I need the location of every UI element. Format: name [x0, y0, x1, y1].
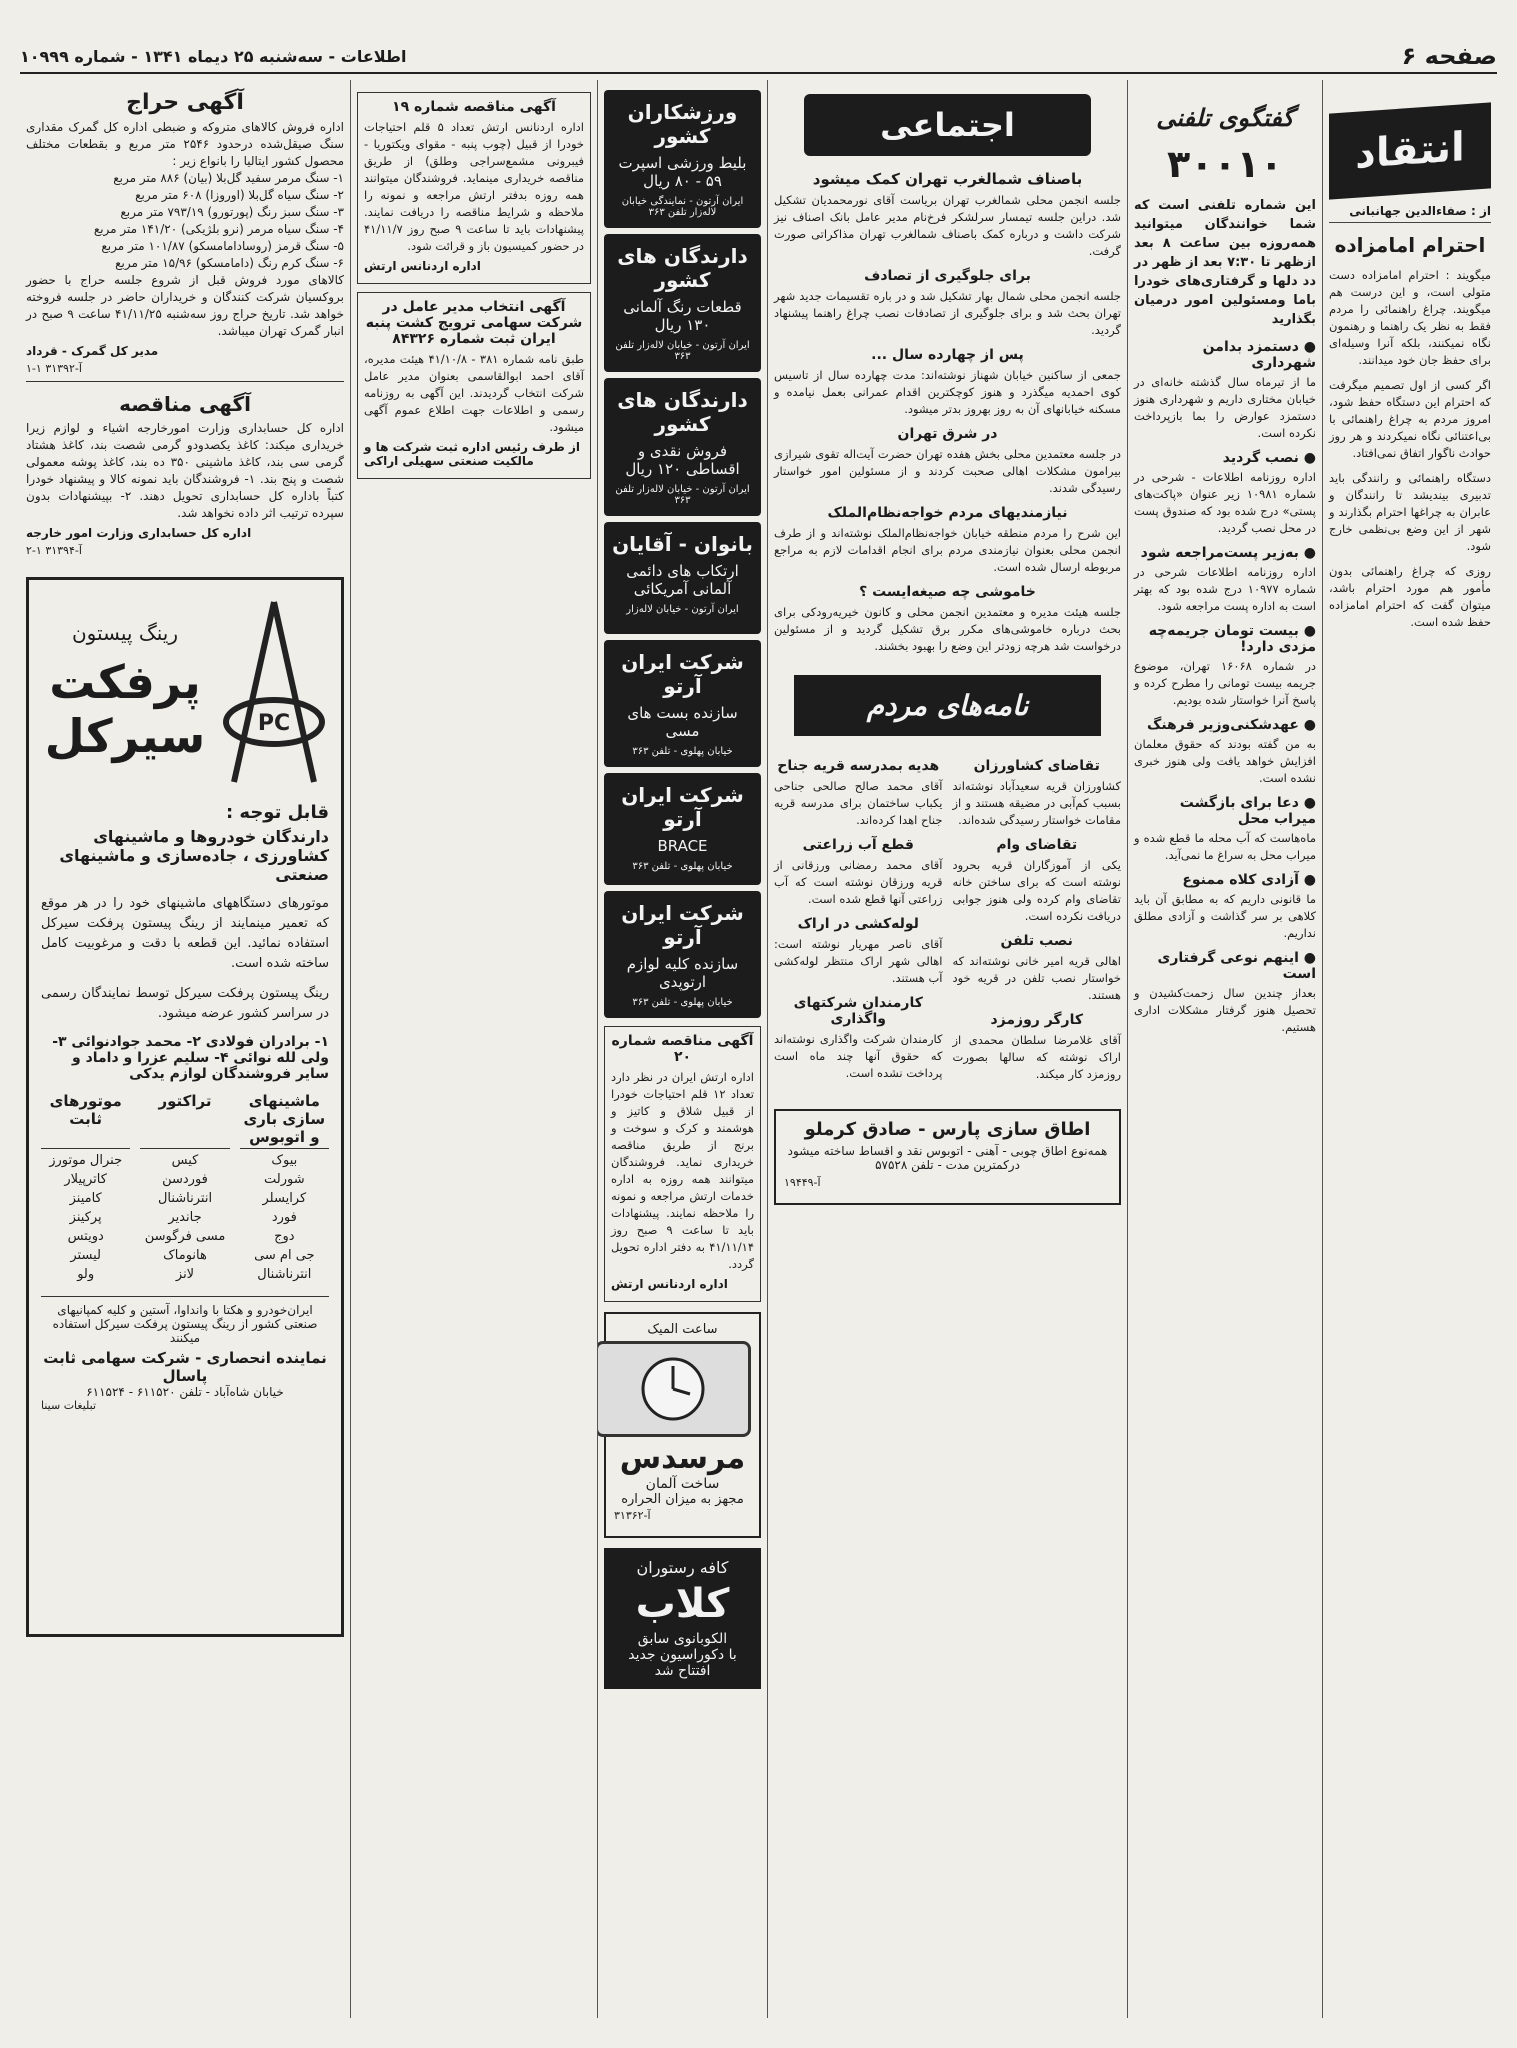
mail-text: کشاورزان قریه سعیدآباد نوشته‌اند بسبب کم‌آبی در مضیقه هستند و از مقامات خواستار رسیدگی شده‌اند. — [952, 779, 1121, 827]
author-line: از : صفاءالدین جهانبانی — [1329, 204, 1491, 223]
pars-title: اطاق سازی پارس - صادق کرملو — [804, 1119, 1091, 1140]
grid-item: شورلت — [264, 1172, 305, 1187]
item-text: اداره روزنامه اطلاعات - شرحی در شماره ۱۰۹۸۱ زیر عنوان «پاکت‌های پستی» درج شده بود که صندوق پست در محل نصب گردید. — [1134, 470, 1316, 535]
orthopedic-ad — [604, 378, 761, 516]
item-head: ● به‌زیر پست‌مراجعه شود — [1134, 545, 1316, 561]
lead-text: جلسه انجمن محلی شمالغرب تهران بریاست آقای نورمحمدیان تشکیل شد. دراین جلسه تیمسار سرلشکر فرخ‌نام مدیر عامل بانک اصناف نیز شرکت داشت و درباره کمک باصناف شمالغرب تهران مذاکراتی صورت گرفت. — [774, 193, 1121, 258]
phone-intro: این شماره تلفنی است که شما خوانندگان میتوانید همه‌روزه بین ساعت ۸ بعد ازظهر تا ۷:۳۰ بعد از ظهر در دد دلها و گرفتاری‌های خودرا باما ومسئولین امور درمیان بگذارید — [1134, 198, 1316, 327]
grid-item: فورد — [271, 1210, 297, 1225]
pars-ad — [774, 1109, 1121, 1205]
tender-19-text: اداره اردنانس ارتش تعداد ۵ قلم احتیاجات خودرا از قبیل (چوب پنبه - مقوای ویکتوریا - فیبرونی مشمع‌سراجی وطلق) از طریق مناقصه خریداری مینماید. فروشندگان میتوانند همه روزه بدفتر ارتش مراجعه و نمونه را ملاحظه و شرایط مناقصه را دریافت نمایند. پیشنهادات باید تا ساعت ۹ صبح روز ۴۱/۱۱/۷ در حضور کمیسیون باز و قرائت شود. — [364, 120, 584, 253]
page-number: صفحه ۶ — [1401, 42, 1497, 70]
item-head: ● آزادی کلاه ممنوع — [1134, 872, 1316, 888]
ad-address: ایران آرتون - خیابان لاله‌زار — [626, 604, 739, 615]
manager-title: آگهی انتخاب مدیر عامل در شرکت سهامی ترویج کشت پنبه ایران ثبت شماره ۸۴۳۲۶ — [365, 299, 583, 347]
mail-head: لوله‌کشی در اراک — [797, 916, 919, 932]
mail-columns — [774, 750, 1121, 1091]
auction-item: ۱- سنگ مرمر سفید گل‌بلا (بیان) ۸۸۶ متر مربع — [113, 171, 344, 185]
ad-paragraph: رینگ پیستون پرفکت سیرکل توسط نمایندگان رسمی در سراسر کشور عرضه میشود. — [41, 986, 329, 1021]
mail-head: کارمندان شرکتهای واگذاری — [793, 995, 923, 1027]
section-head: در شرق تهران — [897, 426, 998, 442]
ad-paragraph: موتورهای دستگاههای ماشینهای خود را در هر موقع که تعمیر مینمایند از رینگ پیستون پرفکت سیرکل استفاده نمائید. این قطعه با دقت و مرغوبیت کامل ساخته شده است. — [41, 896, 329, 971]
column-phone-talk — [1127, 80, 1322, 2018]
clock-brand: مرسدس — [619, 1441, 746, 1476]
critique-paragraph: دستگاه راهنمائی و رانندگی باید تدبیری بیندیشد تا رانندگان و عابران به چراغها احترام بگذارند و شهر از این وضع بی‌نظمی خارج شود. — [1329, 471, 1491, 553]
ad-sub: قطعات رنگ آلمانی ۱۳۰ ریال — [623, 298, 742, 334]
critique-logo: انتقاد — [1329, 102, 1491, 199]
grid-item: لانز — [175, 1267, 195, 1282]
grid-item: بیوک — [271, 1153, 298, 1168]
tender-20-sign: اداره اردنانس ارتش — [611, 1277, 728, 1291]
item-text: به من گفته بودند که حقوق معلمان افزایش خواهد یافت ولی هنوز خبری نشده است. — [1134, 737, 1316, 785]
section-head: پس از چهارده سال ... — [871, 347, 1024, 363]
footer-line3: خیابان شاه‌آباد - تلفن ۶۱۱۵۲۰ - ۶۱۱۵۲۴ — [86, 1385, 284, 1399]
grid-head: موتورهای ثابت — [41, 1092, 130, 1149]
item-head: ● عهدشکنی‌وزیر فرهنگ — [1134, 717, 1316, 733]
grid-item: کامینز — [69, 1191, 102, 1206]
grid-item: جنرال موتورز — [49, 1153, 123, 1168]
cafe-line4: با دکوراسیون جدید افتتاح شد — [628, 1647, 737, 1679]
mail-text: آقای محمد رمضانی ورزقانی از قریه ورزقان نوشته است که آب زراعتی آنها قطع شده است. — [774, 858, 943, 906]
cafe-club-ad — [604, 1548, 761, 1689]
tender-20-title: آگهی مناقصه شماره ۲۰ — [611, 1033, 754, 1065]
mail-head: قطع آب زراعتی — [802, 837, 914, 853]
mercedes-clock-ad — [604, 1312, 761, 1538]
ad-sub: بلیط ورزشی اسپرت ۵۹ - ۸۰ ریال — [618, 154, 747, 190]
mail-text: آقای غلامرضا سلطان محمدی از اراک نوشته که سالها بصورت روزمزد کار میکند. — [952, 1033, 1121, 1081]
orthopedic-ad — [604, 90, 761, 228]
auction-text2: کالاهای مورد فروش قبل از شروع جلسه حراج با حضور بروکسیان شرکت کنندگان و خریداران حاضر در جلسه فروخته خواهد شد. تاریخ حراج روز سه‌شنبه ۴۱/۱۱/۲۵ ساعت ۹ صبح در انبار گمرک تهران میباشد. — [26, 273, 344, 338]
grid-item: پرکینز — [69, 1210, 102, 1225]
item-text: در شماره ۱۶۰۶۸ تهران، موضوع جریمه بیست تومانی را مطرح کرده و پاسخ آنرا خواستار شده بودیم. — [1134, 659, 1316, 707]
clock-extra: مجهز به میزان الحراره — [621, 1492, 744, 1507]
item-head: ● دعا برای بازگشت میراب محل — [1134, 795, 1316, 827]
tender-title: آگهی مناقصه — [119, 392, 251, 416]
svg-text:PC: PC — [257, 711, 291, 736]
critique-paragraph: اگر کسی از اول تصمیم میگرفت که احترام این دستگاه حفظ شود، امروز مردم به چراغ راهنمائی با بی‌اعتنائی نگاه نمیکردند و هر روز حوادث ناگوار اتفاق نمی‌افتاد. — [1329, 378, 1491, 460]
auction-title: آگهی حراج — [126, 90, 244, 115]
column-auction — [20, 80, 350, 2018]
section-text: جلسه هیئت مدیره و معتمدین انجمن محلی و کانون خیریه‌رودکی برای بحث درباره خاموشی‌های مکرر برق تشکیل گردید و از مسئولین درخواست شد هرچه زودتر این وضع را بهبود بخشند. — [774, 605, 1121, 653]
column-social — [767, 80, 1127, 2018]
grid-item: دویتس — [67, 1229, 104, 1244]
pars-code: آ-۱۹۴۴۹ — [784, 1176, 821, 1189]
ad-title: بانوان - آقایان — [612, 532, 753, 556]
ad-title: شرکت ایران آرتو — [621, 901, 744, 949]
footer-line2: نماینده انحصاری - شرکت سهامی ثابت پاسال — [43, 1349, 327, 1385]
ad-title: دارندگان های کشور — [617, 244, 748, 292]
ad-footer — [41, 1296, 329, 1412]
auction-item: ۵- سنگ قرمز (روسادامامسکو) ۱۰۱/۸۷ متر مربع — [101, 239, 344, 253]
lead-headline: باصناف شمالغرب تهران کمک میشود — [812, 170, 1083, 188]
clock-made: ساخت آلمان — [645, 1476, 720, 1492]
ad-sub: ارتکاب های دائمی آلمانی آمریکائی — [626, 562, 739, 598]
pars-text: همه‌نوع اطاق چوبی - آهنی - اتوبوس نقد و اقساط ساخته میشود درکمترین مدت - تلفن ۵۷۵۲۸ — [787, 1144, 1108, 1172]
item-text: ما قانونی داریم که به مطابق آن باید کلاهی بر سر گذاشت و آزادی مطلق نداریم. — [1134, 892, 1316, 940]
tender-19-title: آگهی مناقصه شماره ۱۹ — [392, 99, 556, 115]
manager-text: طبق نامه شماره ۳۸۱ - ۴۱/۱۰/۸ هیئت مدیره، آقای احمد ابوالقاسمی بعنوان مدیر عامل شرکت انتخاب گردیدند. این آگهی به روزنامه رسمی و اطلاعات جهت اطلاع عموم آگهی میشود. — [364, 352, 585, 434]
clock-face-icon — [638, 1354, 708, 1424]
ad-sub: BRACE — [657, 837, 708, 855]
section-head: برای جلوگیری از تصادف — [864, 268, 1031, 284]
item-text: ما از تیرماه سال گذشته خانه‌ای در خیابان مختاری داریم و شهرداری هنوز دستمزد عوارض را بما بازپرداخت نکرده است. — [1134, 375, 1316, 440]
social-banner: اجتماعی — [804, 94, 1091, 156]
column-critique — [1322, 80, 1497, 2018]
clock-top: ساعت المیک — [647, 1322, 718, 1337]
item-head: ● دستمزد بدامن شهرداری — [1134, 339, 1316, 371]
brand-grid — [41, 1092, 329, 1282]
ring-piston-label: رینگ پیستون — [71, 621, 178, 645]
divider — [26, 381, 344, 382]
auction-sign: مدیر کل گمرک - قرداد — [26, 344, 159, 358]
mail-banner: نامه‌های مردم — [794, 675, 1101, 736]
ad-sub: فروش نقدی و اقساطی ۱۲۰ ریال — [625, 442, 740, 478]
ad-address: ایران آرتون - نمایندگی خیابان لاله‌زار تلفن ۳۶۳ — [621, 196, 744, 218]
ad-title: شرکت ایران آرتو — [621, 783, 744, 831]
section-text: این شرح را مردم منطقه خیابان خواجه‌نظام‌الملک نوشته‌اند و از طرف انجمن محلی بعنوان نیازمندی مردم برای انجام اقدامات لازم به مراجع مربوطه ارسال شده است. — [774, 526, 1121, 574]
tender-20-text: اداره ارتش ایران در نظر دارد تعداد ۱۲ قلم احتیاجات خودرا از قبیل شلاق و کاتیز و هوشمند و کرک و سوخت و برنج از طریق مناقصه خریداری نماید. فروشندگان میتوانند همه روزه به اداره خدمات ارتش مراجعه و نمونه را ملاحظه نمایند. پیشنهادات باید تا ساعت ۹ صبح روز ۴۱/۱۱/۱۴ به دفتر اداره تحویل گردد. — [611, 1070, 754, 1271]
section-head: نیازمندیهای مردم خواجه‌نظام‌الملک — [827, 505, 1068, 521]
ad-address: ایران آرتون - خیابان لاله‌زار تلفن ۳۶۳ — [615, 484, 750, 506]
footer-line1: ایران‌خودرو و هکتا با وانداوا، آستین و کلیه کمپانیهای صنعتی کشور از رینگ پیستون پرفکت سیرکل استفاده میکنند — [52, 1303, 318, 1345]
tender-sign: اداره کل حسابداری وزارت امور خارجه — [26, 526, 252, 540]
mail-column-left — [774, 750, 943, 1091]
ad-sub: سازنده بست های مسی — [627, 704, 738, 740]
mail-head: تقاضای کشاورزان — [973, 758, 1100, 774]
mail-text: اهالی قریه امیر خانی نوشته‌اند که خواستار نصب تلفن در قریه خود هستند. — [952, 954, 1121, 1002]
ad-header — [41, 592, 329, 792]
auction-item: ۶- سنگ کرم رنگ (دامامسکو) ۱۵/۹۶ متر مربع — [115, 256, 344, 270]
ad-address: خیابان پهلوی - تلفن ۳۶۳ — [632, 746, 733, 757]
grid-item: ولو — [77, 1267, 95, 1282]
critique-paragraph: روزی که چراغ راهنمائی بدون مأمور هم مورد احترام باشد، میتوان گفت که احترام امامزاده حفظ شده است. — [1329, 564, 1491, 629]
clock-code: آ-۳۱۳۶۲ — [614, 1509, 651, 1522]
perfect-circle-ad — [26, 577, 344, 1637]
auction-item: ۴- سنگ سیاه مرمر (نرو بلژیکی) ۱۴۱/۲۰ متر مربع — [93, 222, 344, 236]
attention-label: قابل توجه : — [225, 802, 329, 823]
cafe-line3: الکوبانوی سابق — [637, 1631, 728, 1647]
orthopedic-ad — [604, 891, 761, 1018]
ad-title-block — [41, 621, 209, 763]
section-text: جلسه انجمن محلی شمال بهار تشکیل شد و در باره تقسیمات جدید شهر تهران بحث شد و برای جلوگیری از تصادفات نصب چراغ راهنما پیشنهاد گردید. — [774, 289, 1121, 337]
clock-icon — [597, 1341, 751, 1437]
ad-title: دارندگان های کشور — [617, 388, 748, 436]
ad-address: خیابان پهلوی - تلفن ۳۶۳ — [632, 861, 733, 872]
mail-head: کارگر روزمزد — [990, 1012, 1084, 1028]
auction-item: ۳- سنگ سبز رنگ (پورتورو) ۷۹۳/۱۹ متر مربع — [120, 205, 344, 219]
perfect-circle-title: پرفکت سیرکل — [44, 655, 206, 763]
mail-text: آقای ناصر مهریار نوشته است: اهالی شهر اراک منتظر لوله‌کشی آب هستند. — [774, 937, 943, 985]
mail-text: کارمندان شرکت واگذاری نوشته‌اند که حقوق آنها چند ماه است پرداخت نشده است. — [774, 1032, 943, 1080]
attention-body: دارندگان خودروها و ماشینهای کشاورزی ، جاده‌سازی و ماشینهای صنعتی — [59, 827, 329, 884]
grid-head: ماشینهای سازی باری و اتوبوس — [240, 1092, 329, 1149]
critique-paragraph: میگویند : احترام امامزاده دست متولی است، و این درست هم میگویند. چراغ راهنمائی را مردم فقط به نظر یک راهنما و رهنمون نگاه نمیکنند، بلکه آنرا وسیله‌ای برای حفظ جان خود میدانند. — [1329, 268, 1491, 367]
manager-election-box — [357, 292, 591, 479]
grid-item: کرایسلر — [262, 1191, 307, 1206]
auction-text: اداره فروش کالاهای متروکه و ضبطی اداره کل گمرک مقداری سنگ صیقل‌شده درحدود ۲۵۴۶ متر مربع و بقطعات مختلف محصول کشور ایتالیا را بانواع زیر : — [26, 120, 344, 168]
section-text: جمعی از ساکنین خیابان شهناز نوشته‌اند: مدت چهارده سال از تاسیس کوی احمدیه میگذرد و هنوز کوچکترین اقدام عمرانی بعمل نیامده و مسکنه خیابانهای آن به روز بهروز بدتر میشود. — [774, 368, 1121, 416]
item-head: ● اینهم نوعی گرفتاری است — [1134, 950, 1316, 982]
section-text: در جلسه معتمدین محلی بخش هفده تهران حضرت آیت‌اله تقوی شیرازی بیرامون مشکلات اهالی صحبت کردند و از مسئولین امور خواستار رسیدگی شدند. — [774, 447, 1121, 495]
grid-item: کاترپیلار — [64, 1172, 107, 1187]
column-ads — [597, 80, 767, 2018]
compass-logo-icon — [219, 592, 329, 792]
mail-head: هدیه بمدرسه قریه جناح — [777, 758, 940, 774]
item-head: ● نصب گردید — [1134, 450, 1316, 466]
agents-list: ۱- برادران فولادی ۲- محمد جوادنوائی ۳- ولی لله نوائی ۴- سلیم عزرا و داماد و سایر فروشندگان لوازم یدکی — [52, 1034, 329, 1082]
orthopedic-ad — [604, 773, 761, 885]
tender-code: آ-۳۱۳۹۴ ۱-۲ — [26, 544, 82, 557]
mail-text: یکی از آموزگاران قریه بحرود نوشته است که برای ساختن خانه تقاضای وام کرده ولی هنوز جوابی دریافت نکرده است. — [952, 858, 1121, 923]
mail-head: نصب تلفن — [1000, 933, 1073, 949]
orthopedic-ad — [604, 640, 761, 767]
tender-text: اداره کل حسابداری وزارت امورخارجه اشیاء و لوازم زیرا خریداری میکند: کاغذ یکصدودو گرمی شصت بند، کاغذ هشتاد گرمی سی بند، کاغذ ماشینی ۳۵۰ ده بند، کاغذ پوشه معمولی شصت و پنج بند. ۱- فروشندگان باید نمونه کالا و پیشنهاد خودرا کتباً باداره کل حسابداری تحویل دهند. ۲- بپیشنهادات بدون سپرده ترتیب اثر داده نخواهد شد. — [26, 421, 345, 520]
grid-head: تراکتور — [140, 1092, 229, 1149]
section-head: خاموشی چه صیغه‌ایست ؟ — [859, 584, 1036, 600]
mail-text: آقای محمد صالح صالحی جناحی یکباب ساختمان برای مدرسه قریه جناح اهدا کرده‌اند. — [774, 779, 943, 827]
orthopedic-ad — [604, 234, 761, 372]
tender-19-box — [357, 92, 591, 284]
cafe-line1: کافه رستوران — [636, 1558, 729, 1577]
grid-item: فوردسن — [162, 1172, 208, 1187]
grid-item: هانوماک — [163, 1248, 207, 1263]
grid-item: دوج — [274, 1229, 295, 1244]
grid-item: انترناشنال — [157, 1191, 213, 1206]
auction-item: ۲- سنگ سیاه گل‌بلا (اوروزا) ۶۰۸ متر مربع — [135, 188, 344, 202]
ad-address: خیابان پهلوی - تلفن ۳۶۳ — [632, 997, 733, 1008]
phone-number: ۳۰۰۱۰ — [1167, 142, 1283, 186]
mail-head: تقاضای وام — [996, 837, 1078, 853]
page-header — [20, 40, 1497, 74]
column-tenders — [350, 80, 597, 2018]
cafe-name: کلاب — [635, 1581, 730, 1627]
tender-19-sign: اداره اردنانس ارتش — [364, 259, 481, 273]
grid-item: جاندیر — [168, 1210, 202, 1225]
orthopedic-ad — [604, 522, 761, 634]
item-text: ماه‌هاست که آب محله ما قطع شده و میراب محل به سراغ ما نمی‌آید. — [1134, 831, 1316, 862]
critique-title: احترام امامزاده — [1334, 233, 1486, 257]
phone-talk-title: گفتگوی تلفنی — [1156, 104, 1294, 132]
grid-item: انترناشنال — [257, 1267, 312, 1282]
ad-title: شرکت ایران آرتو — [621, 650, 744, 698]
grid-item: مسی فرگوسن — [144, 1229, 226, 1244]
grid-item: جی ام سی — [254, 1248, 315, 1263]
manager-sign: از طرف رئیس اداره ثبت شرکت ها و مالکیت صنعتی سهیلی اراکی — [364, 440, 580, 468]
ad-address: ایران آرتون - خیابان لاله‌زار تلفن ۳۶۳ — [615, 340, 750, 362]
grid-item: کیس — [171, 1153, 199, 1168]
auction-code: آ-۳۱۳۹۲ ۱-۱ — [26, 362, 82, 375]
item-text: اداره روزنامه اطلاعات شرحی در شماره ۱۰۹۷۷ درج شده بود که بهتر است به اداره پست مراجعه شود. — [1134, 565, 1316, 613]
mail-column-right — [953, 750, 1122, 1091]
item-head: ● بیست تومان جریمه‌چه مزدی دارد! — [1134, 623, 1316, 655]
ad-sub: سازنده کلیه لوازم ارتوپدی — [626, 955, 739, 991]
footer-line4: تبلیغات سینا — [41, 1399, 97, 1412]
ad-title: ورزشکاران کشور — [627, 100, 738, 148]
paper-info: اطلاعات - سه‌شنبه ۲۵ دیماه ۱۳۴۱ - شماره ۱۰۹۹۹ — [20, 46, 407, 66]
grid-item: لیستر — [70, 1248, 101, 1263]
tender-20-box — [604, 1026, 761, 1302]
item-text: بعداز چندین سال زحمت‌کشیدن و تحصیل هنوز گرفتار مشکلات اداری هستیم. — [1134, 986, 1316, 1034]
